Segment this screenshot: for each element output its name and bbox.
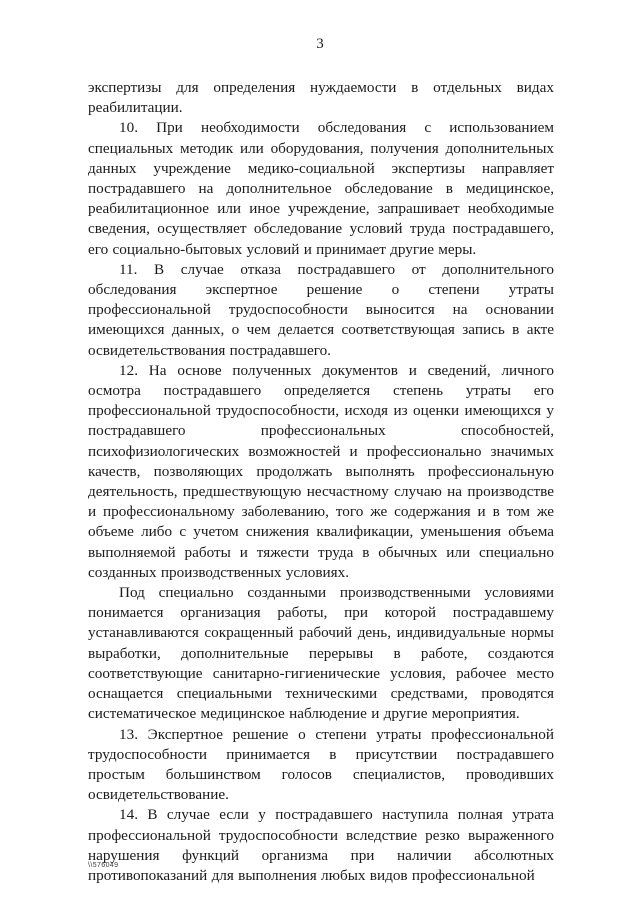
paragraph: 11. В случае отказа пострадавшего от дополнительного обследования экспертное решение о степени утраты профессиональной трудоспособности выносится на основании имеющихся данных, о чем делается соответствующая запись в акте освидетельствования пострадавшего.	[88, 260, 554, 359]
paragraph: 10. При необходимости обследования с использованием специальных методик или оборудования, получения дополнительных данных учреждение медико-социальной экспертизы направляет пострадавшего на дополнительное обследование в медицинское, реабилитационное или иное учреждение, запрашивает необходимые сведения, осуществляет обследование условий труда пострадавшего, его социально-бытовых условий и принимает другие меры.	[88, 119, 554, 258]
paragraph: 14. В случае если у пострадавшего наступила полная утрата профессиональной трудоспособности вследствие резко выраженного нарушения функций организма при наличии абсолютных противопоказаний для выполнения любых видов профессиональной	[88, 806, 554, 884]
paragraph: экспертизы для определения нуждаемости в отдельных видах реабилитации.	[88, 79, 554, 117]
paragraph: 12. На основе полученных документов и сведений, личного осмотра пострадавшего определяется степень утраты его профессиональной трудоспособности, исходя из оценки имеющихся у пострадавшего профессиональных способностей, психофизиологических возможностей и профессионально значимых качеств, позволяющих продолжать выполнять профессиональную деятельность, предшествующую несчастному случаю на производстве и профессиональному заболеванию, того же содержания и в том же объеме либо с учетом снижения квалификации, уменьшения объема выполняемой работы и тяжести труда в обычных или специально созданных производственных условиях.	[88, 361, 554, 581]
document-body	[88, 78, 554, 886]
footer-code: \\576049	[88, 862, 119, 869]
paragraph: 13. Экспертное решение о степени утраты профессиональной трудоспособности принимается в присутствии пострадавшего простым большинством голосов специалистов, проводивших освидетельствование.	[88, 725, 554, 804]
paragraph: Под специально созданными производственными условиями понимается организация работы, при которой пострадавшему устанавливаются сокращенный рабочий день, индивидуальные нормы выработки, дополнительные перерывы в работе, создаются соответствующие санитарно-гигиенические условия, рабочее место оснащается специальными техническими средствами, проводятся систематическое медицинское наблюдение и другие мероприятия.	[88, 584, 554, 723]
page-number: 3	[316, 36, 324, 52]
